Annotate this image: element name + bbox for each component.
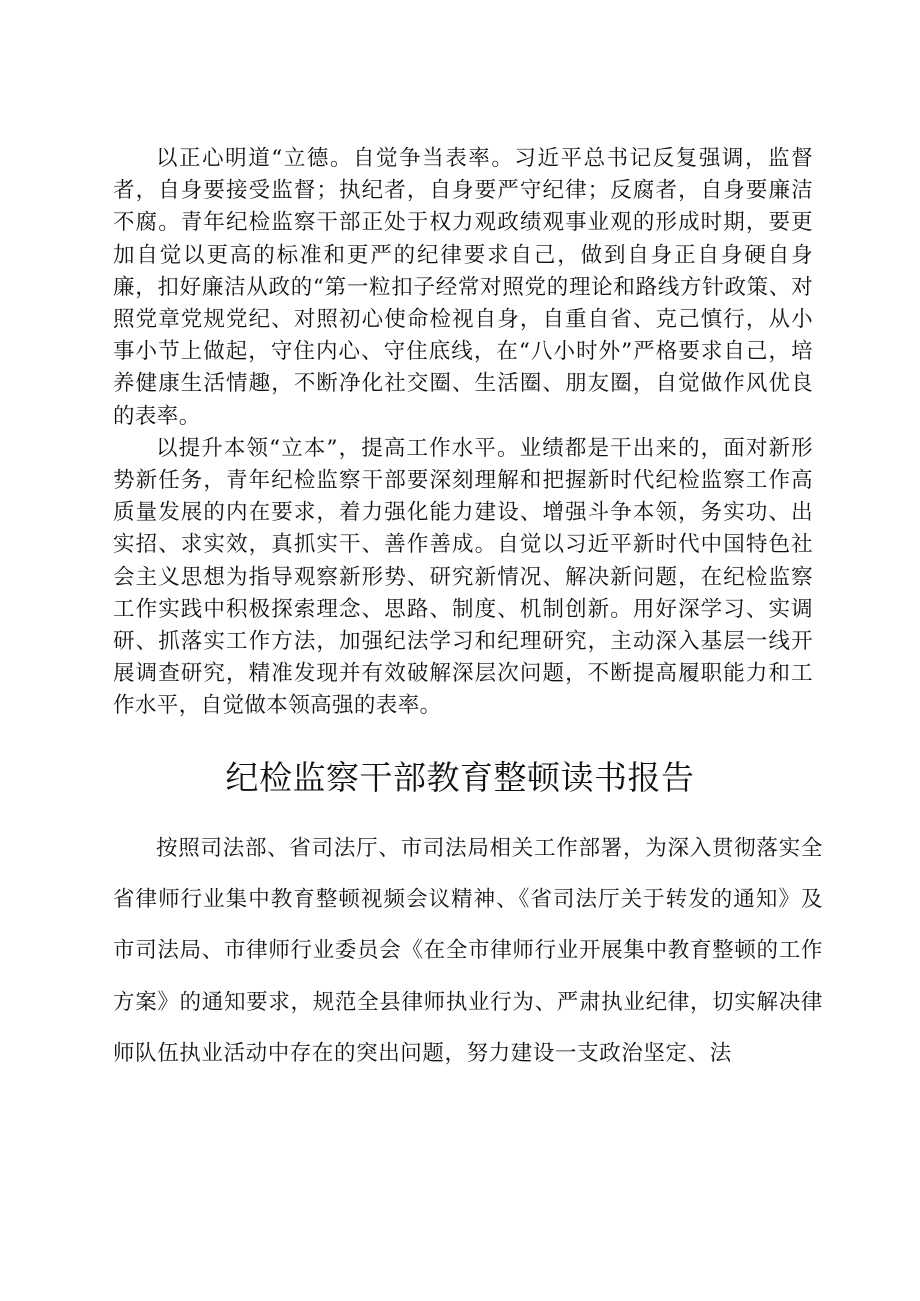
report-title: 纪检监察干部教育整顿读书报告 [225, 758, 695, 797]
body-text-bottom [113, 823, 823, 1079]
paragraph-integrity: 以正心明道“立德。自觉争当表率。习近平总书记反复强调，监督者，自身要接受监督；执纪者，自身要严守纪律；反腐者，自身要廉洁不腐。青年纪检监察干部正处于权力观政绩观事业观的形成时期，要更加自觉以更高的标准和更严的纪律要求自己，做到自身正自身硬自身廉，扣好廉洁从政的“第一粒扣子经常对照党的理论和路线方针政策、对照党章党规党纪、对照初心使命检视自身，自重自省、克己慎行，从小事小节上做起，守住内心、守住底线，在“八小时外”严格要求自己，培养健康生活情趣，不断净化社交圈、生活圈、朋友圈，自觉做作风优良的表率。 [113, 146, 813, 429]
body-text-top [113, 143, 813, 723]
paragraph-lawyer-rectification: 按照司法部、省司法厅、市司法局相关工作部署，为深入贯彻落实全省律师行业集中教育整顿视频会议精神、《省司法厅关于转发的通知》及市司法局、市律师行业委员会《在全市律师行业开展集中教育整顿的工作方案》的通知要求，规范全县律师执业行为、严肃执业纪律，切实解决律师队伍执业活动中存在的突出问题，努力建设一支政治坚定、法 [113, 836, 823, 1066]
paragraph-capability: 以提升本领“立本”，提高工作水平。业绩都是干出来的，面对新形势新任务，青年纪检监察干部要深刻理解和把握新时代纪检监察工作高质量发展的内在要求，着力强化能力建设、增强斗争本领，务实功、出实招、求实效，真抓实干、善作善成。自觉以习近平新时代中国特色社会主义思想为指导观察新形势、研究新情况、解决新问题，在纪检监察工作实践中积极探索理念、思路、制度、机制创新。用好深学习、实调研、抓落实工作方法，加强纪法学习和纪理研究，主动深入基层一线开展调查研究，精准发现并有效破解深层次问题，不断提高履职能力和工作水平，自觉做本领高强的表率。 [113, 435, 813, 719]
